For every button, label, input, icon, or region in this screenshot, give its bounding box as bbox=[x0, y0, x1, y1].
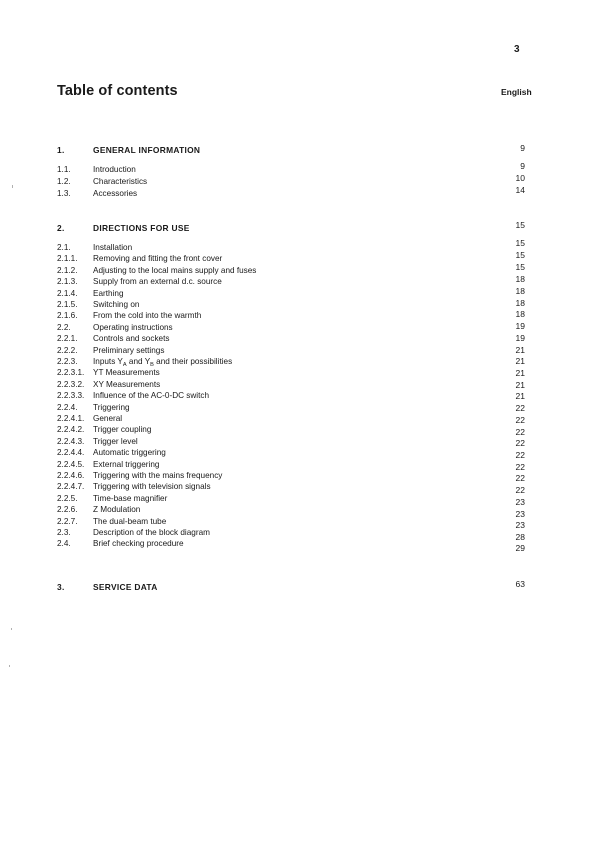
toc-entry-title: The dual-beam tube bbox=[93, 516, 167, 526]
toc-page-number: 23 bbox=[515, 509, 525, 519]
toc-entry-number: 2.2.4.7. bbox=[57, 482, 85, 492]
toc-entry-number: 2.1.3. bbox=[57, 277, 78, 287]
toc-entry[interactable] bbox=[0, 436, 595, 448]
subscript-b: B bbox=[150, 362, 154, 368]
toc-entry-title: Time-base magnifier bbox=[93, 493, 168, 503]
toc-entry[interactable] bbox=[0, 299, 595, 311]
toc-entry[interactable] bbox=[0, 356, 595, 368]
toc-page-number: 21 bbox=[515, 345, 525, 355]
toc-entry[interactable] bbox=[0, 164, 595, 176]
toc-section-title: DIRECTIONS FOR USE bbox=[93, 223, 190, 233]
toc-page-number: 14 bbox=[515, 185, 525, 195]
toc-section-2[interactable] bbox=[0, 222, 595, 234]
toc-entry-number: 2.2. bbox=[57, 322, 71, 332]
toc-page-number: 18 bbox=[515, 309, 525, 319]
toc-entry-number: 2.2.4.2. bbox=[57, 425, 85, 435]
toc-entry-number: 2.2.3.3. bbox=[57, 391, 85, 401]
toc-entry-title: Accessories bbox=[93, 189, 138, 198]
scan-speck bbox=[12, 185, 13, 188]
toc-page-number: 19 bbox=[515, 321, 525, 331]
toc-section-3[interactable] bbox=[0, 581, 595, 593]
toc-page-number: 18 bbox=[515, 298, 525, 308]
toc-entry-title: Installation bbox=[93, 243, 133, 252]
toc-page-number: 18 bbox=[515, 286, 525, 296]
toc-entry-title: Automatic triggering bbox=[93, 448, 166, 458]
toc-entry-title: XY Measurements bbox=[93, 379, 161, 389]
toc-page-number: 18 bbox=[515, 274, 525, 284]
toc-entry[interactable] bbox=[0, 538, 595, 550]
toc-entry[interactable] bbox=[0, 481, 595, 493]
language-label: English bbox=[501, 87, 532, 97]
toc-entry-number: 2.1.4. bbox=[57, 288, 78, 298]
toc-entry[interactable] bbox=[0, 288, 595, 300]
toc-entry-title: Z Modulation bbox=[93, 505, 141, 515]
title-text: and Y bbox=[126, 357, 151, 366]
page-title: Table of contents bbox=[57, 83, 178, 99]
toc-entry[interactable] bbox=[0, 470, 595, 482]
toc-page-number: 22 bbox=[515, 438, 525, 448]
toc-entry[interactable] bbox=[0, 310, 595, 322]
toc-page-number: 22 bbox=[515, 450, 525, 460]
toc-entry-number: 2.2.4.5. bbox=[57, 459, 85, 469]
toc-entry[interactable] bbox=[0, 265, 595, 277]
toc-entry-title: Description of the block diagram bbox=[93, 528, 210, 537]
toc-entry-title: Switching on bbox=[93, 300, 140, 309]
toc-entry[interactable] bbox=[0, 424, 595, 436]
toc-entry-number: 1.1. bbox=[57, 165, 71, 174]
subscript-a: A bbox=[122, 362, 127, 368]
toc-page-number: 15 bbox=[515, 238, 525, 248]
toc-entry-title: Influence of the AC-0-DC switch bbox=[93, 391, 210, 401]
toc-entry-number: 2.2.4.6. bbox=[57, 471, 85, 480]
title-text: Inputs Y bbox=[93, 357, 123, 366]
toc-entry[interactable] bbox=[0, 413, 595, 425]
scan-speck bbox=[11, 628, 12, 630]
toc-section-number: 1. bbox=[57, 145, 65, 155]
toc-entry[interactable] bbox=[0, 459, 595, 471]
toc-entry-number: 2.2.3. bbox=[57, 357, 78, 366]
toc-entry[interactable] bbox=[0, 253, 595, 265]
toc-section-title: GENERAL INFORMATION bbox=[93, 145, 201, 155]
toc-entry-title: Earthing bbox=[93, 288, 124, 298]
toc-entry[interactable] bbox=[0, 527, 595, 539]
toc-page-number: 22 bbox=[515, 403, 525, 413]
toc-page-number: 21 bbox=[515, 368, 525, 378]
page-number: 3 bbox=[514, 44, 520, 55]
toc-entry[interactable] bbox=[0, 379, 595, 391]
toc-entry[interactable] bbox=[0, 447, 595, 459]
toc-page-number: 28 bbox=[515, 532, 525, 542]
toc-entry-number: 2.1. bbox=[57, 243, 71, 252]
toc-entry[interactable] bbox=[0, 188, 595, 200]
toc-entry[interactable] bbox=[0, 276, 595, 288]
toc-entry[interactable] bbox=[0, 333, 595, 345]
toc-page-number: 29 bbox=[515, 543, 525, 553]
toc-entry-number: 2.2.5. bbox=[57, 493, 78, 503]
toc-entry-number: 2.2.4.1. bbox=[57, 414, 85, 423]
toc-entry-title: Characteristics bbox=[93, 177, 148, 186]
toc-entry-number: 1.3. bbox=[57, 189, 71, 198]
toc-entry[interactable] bbox=[0, 516, 595, 528]
toc-page-number: 22 bbox=[515, 473, 525, 483]
scan-speck bbox=[9, 665, 10, 667]
toc-section-1[interactable] bbox=[0, 144, 595, 156]
toc-entry[interactable] bbox=[0, 322, 595, 334]
toc-entry-title: Triggering bbox=[93, 402, 130, 412]
toc-entry-title: Triggering with the mains frequency bbox=[93, 471, 223, 480]
toc-section-title: SERVICE DATA bbox=[93, 582, 158, 592]
toc-entry-title: YT Measurements bbox=[93, 368, 160, 378]
toc-entry-number: 2.2.2. bbox=[57, 345, 78, 355]
toc-page-number: 15 bbox=[515, 220, 525, 230]
toc-entry[interactable] bbox=[0, 504, 595, 516]
toc-page-number: 21 bbox=[515, 356, 525, 366]
toc-entry-title: Trigger coupling bbox=[93, 425, 152, 435]
toc-entry-number: 2.2.7. bbox=[57, 516, 78, 526]
toc-entry-number: 2.1.1. bbox=[57, 254, 78, 264]
toc-page-number: 63 bbox=[515, 579, 525, 589]
toc-page-number: 21 bbox=[515, 391, 525, 401]
toc-entry[interactable] bbox=[0, 493, 595, 505]
toc-page-number: 23 bbox=[515, 497, 525, 507]
toc-entry-title: Trigger level bbox=[93, 436, 138, 446]
toc-entry-number: 2.2.3.1. bbox=[57, 368, 85, 378]
toc-entry-number: 2.2.6. bbox=[57, 505, 78, 515]
toc-entry-number: 2.2.4.4. bbox=[57, 448, 85, 458]
toc-entry-number: 2.2.4.3. bbox=[57, 436, 85, 446]
toc-page-number: 9 bbox=[520, 143, 525, 153]
toc-page-number: 23 bbox=[515, 520, 525, 530]
toc-entry-number: 2.2.1. bbox=[57, 334, 78, 344]
toc-entry-title: Introduction bbox=[93, 165, 136, 174]
title-text: and their possibilities bbox=[153, 357, 233, 366]
toc-entry-title: Brief checking procedure bbox=[93, 539, 184, 549]
toc-entry-number: 2.1.2. bbox=[57, 265, 78, 275]
toc-entry[interactable] bbox=[0, 402, 595, 414]
toc-entry-number: 1.2. bbox=[57, 177, 71, 186]
toc-section-number: 3. bbox=[57, 582, 65, 592]
toc-entry-number: 2.1.6. bbox=[57, 311, 78, 321]
toc-section-number: 2. bbox=[57, 223, 65, 233]
toc-page-number: 21 bbox=[515, 380, 525, 390]
toc-page-number: 22 bbox=[515, 462, 525, 472]
toc-page-number: 19 bbox=[515, 333, 525, 343]
toc-entry-number: 2.1.5. bbox=[57, 300, 78, 309]
toc-entry-title: From the cold into the warmth bbox=[93, 311, 202, 321]
toc-entry[interactable] bbox=[0, 390, 595, 402]
toc-entry-number: 2.2.3.2. bbox=[57, 379, 85, 389]
toc-entry-title: Controls and sockets bbox=[93, 334, 170, 344]
toc-entry-title: Supply from an external d.c. source bbox=[93, 277, 222, 287]
toc-entry-number: 2.2.4. bbox=[57, 402, 78, 412]
toc-entry[interactable] bbox=[0, 367, 595, 379]
toc-entry-title: Adjusting to the local mains supply and fuses bbox=[93, 265, 257, 275]
toc-entry-title: Preliminary settings bbox=[93, 345, 165, 355]
toc-page-number: 10 bbox=[515, 173, 525, 183]
toc-entry-number: 2.4. bbox=[57, 539, 71, 549]
toc-page-number: 22 bbox=[515, 485, 525, 495]
toc-entry-title: External triggering bbox=[93, 459, 160, 469]
toc-entry-number: 2.3. bbox=[57, 528, 71, 537]
toc-page-number: 22 bbox=[515, 415, 525, 425]
toc-entry[interactable] bbox=[0, 242, 595, 254]
toc-entry[interactable] bbox=[0, 345, 595, 357]
toc-entry-title: Triggering with television signals bbox=[93, 482, 211, 492]
toc-entry-title: Operating instructions bbox=[93, 322, 173, 332]
toc-page-number: 15 bbox=[515, 250, 525, 260]
toc-page-number: 22 bbox=[515, 427, 525, 437]
toc-entry[interactable] bbox=[0, 176, 595, 188]
toc-entry-title: General bbox=[93, 414, 123, 423]
toc-entry-title: Removing and fitting the front cover bbox=[93, 254, 223, 264]
toc-page-number: 15 bbox=[515, 262, 525, 272]
toc-page-number: 9 bbox=[520, 161, 525, 171]
